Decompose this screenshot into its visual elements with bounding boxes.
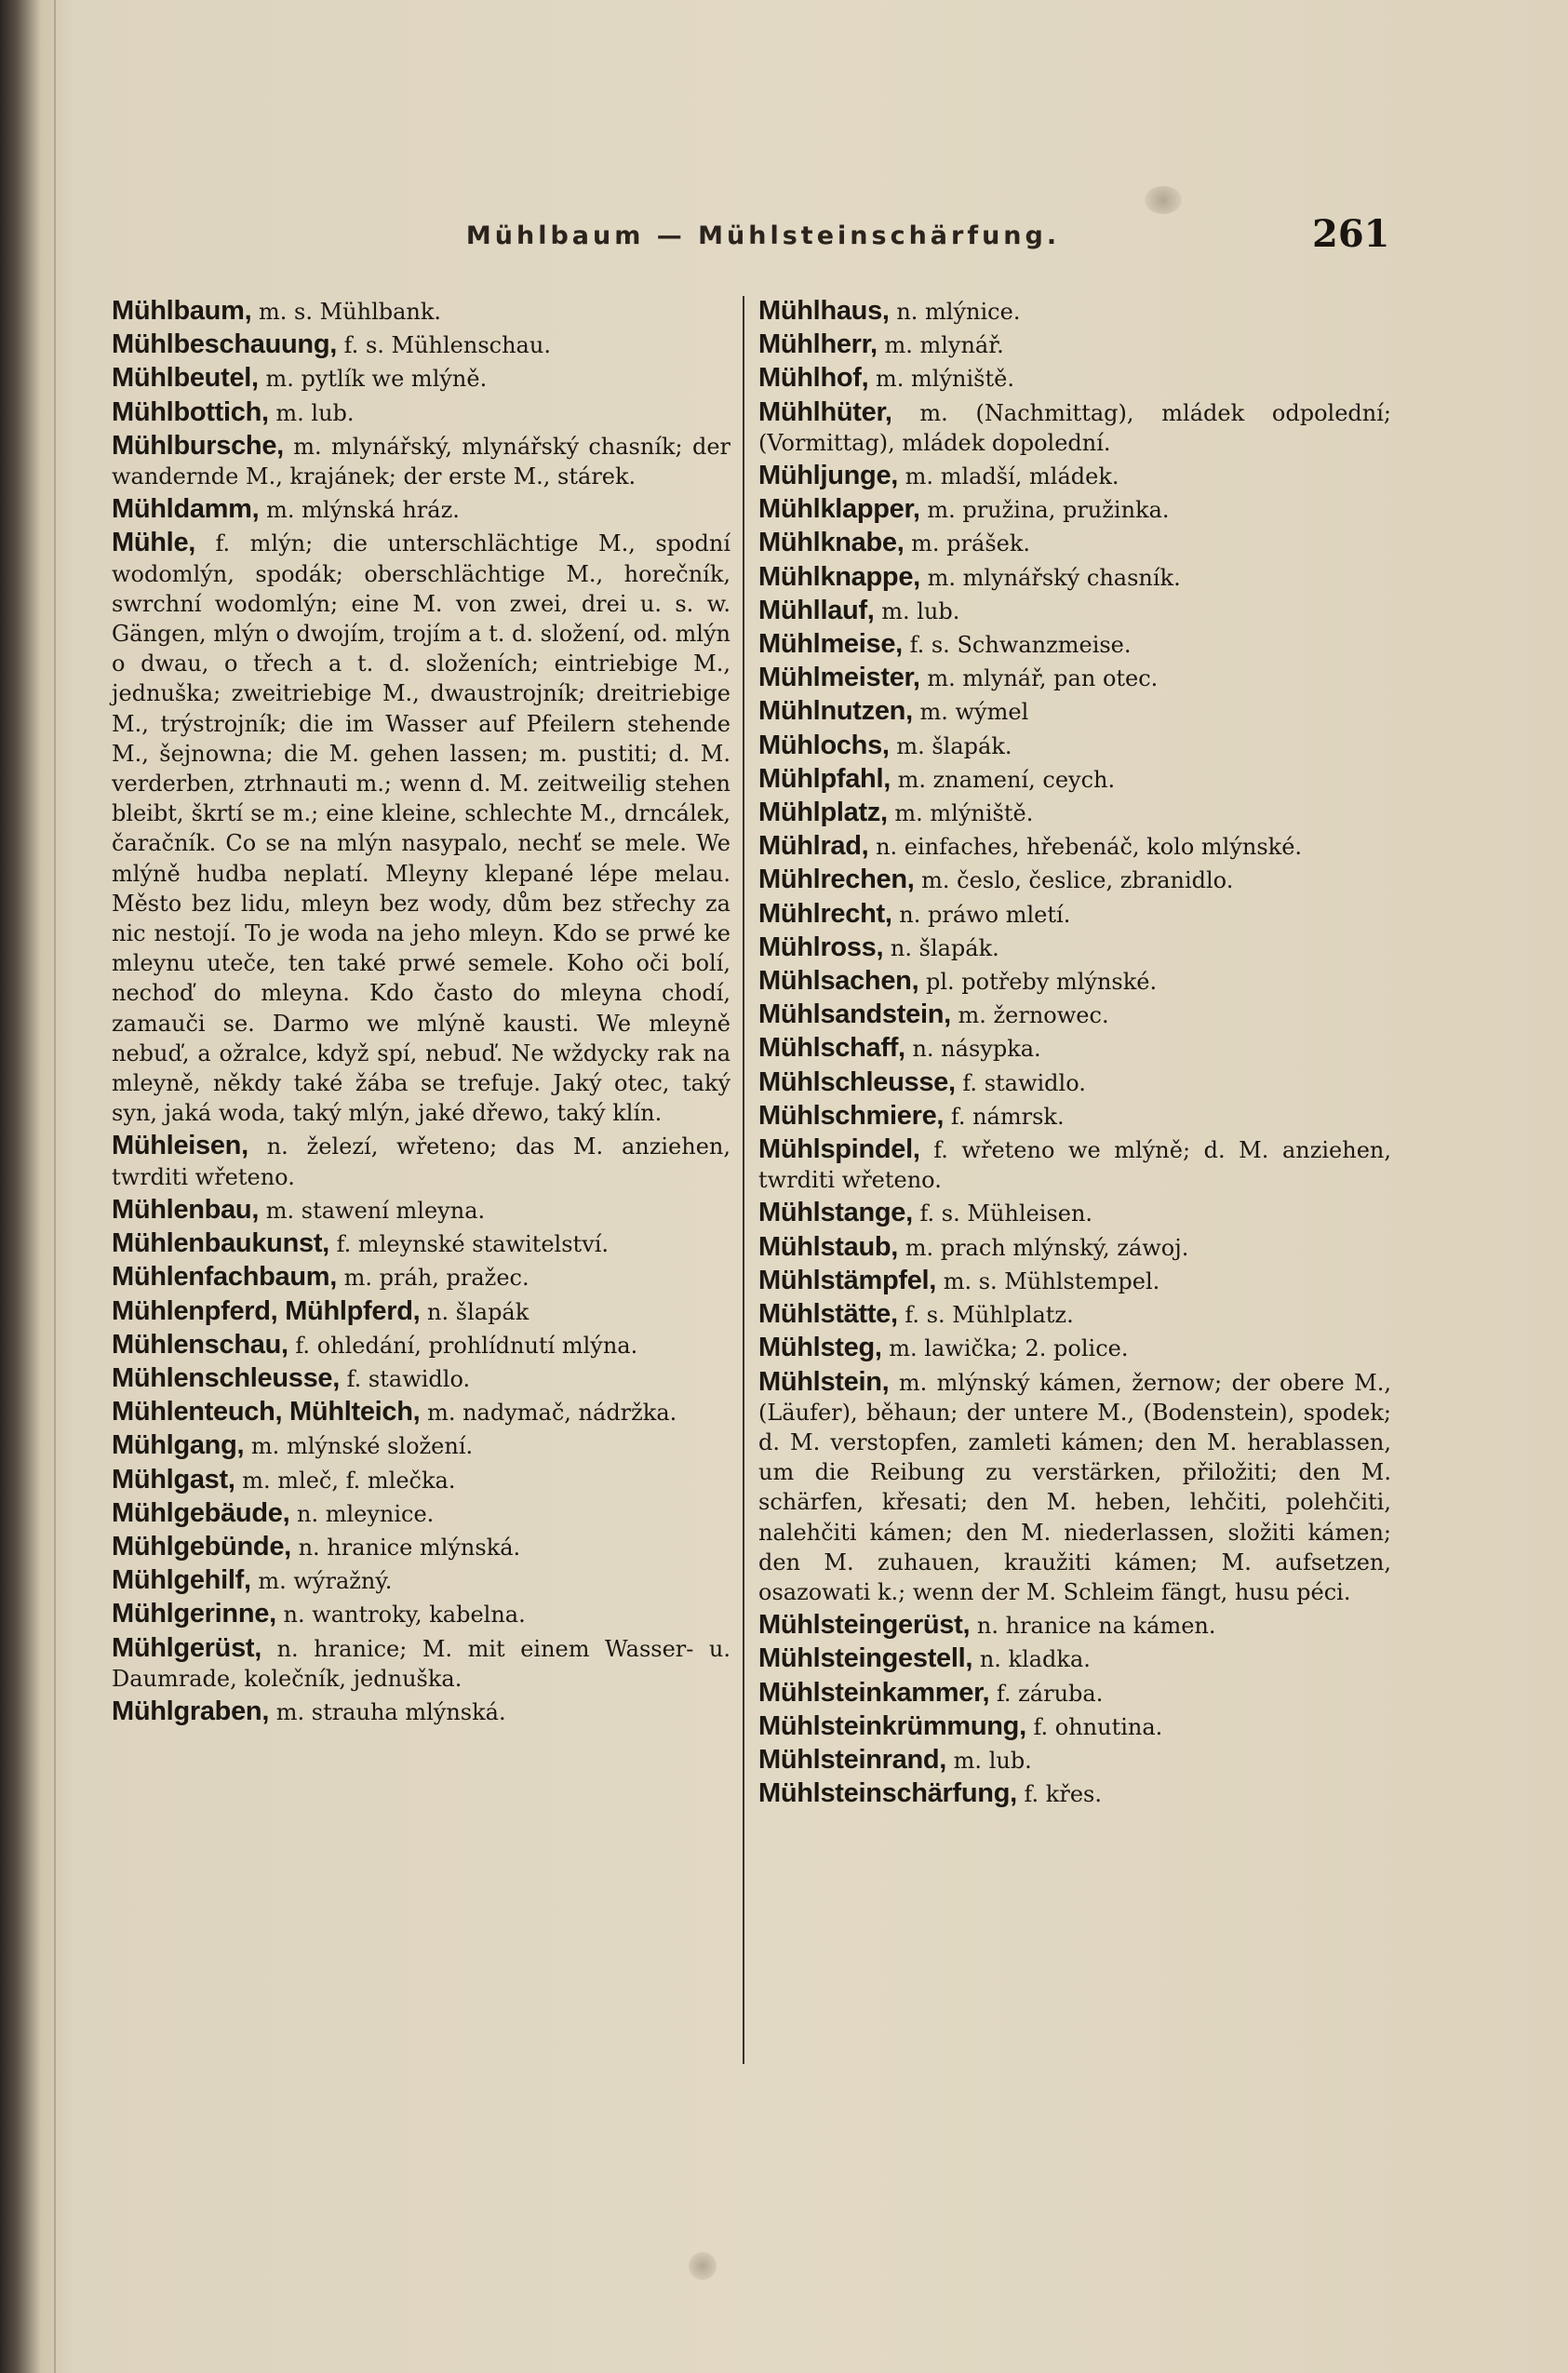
entry-headword: Mühlgang, — [112, 1430, 245, 1461]
dictionary-entry — [758, 363, 1391, 394]
dictionary-entry — [758, 1367, 1391, 1608]
dictionary-entry — [758, 731, 1391, 761]
entry-definition: n. mleynice. — [296, 1500, 435, 1527]
dictionary-entry — [112, 1498, 730, 1529]
entry-headword: Mühljunge, — [758, 461, 899, 491]
entry-definition: n. šlapák. — [890, 934, 999, 961]
dictionary-entry — [112, 397, 730, 428]
entry-headword: Mühlspindel, — [758, 1134, 920, 1165]
entry-headword: Mühlhof, — [758, 363, 869, 394]
entry-headword: Mühlenbaukunst, — [112, 1228, 329, 1259]
entry-headword: Mühlgerinne, — [112, 1599, 276, 1629]
dictionary-entry — [758, 1643, 1391, 1674]
dictionary-entry — [758, 1711, 1391, 1742]
dictionary-entry — [758, 1033, 1391, 1064]
entry-headword: Mühlsteinkrümmung, — [758, 1710, 1026, 1741]
entry-definition: m. wýmel — [919, 699, 1029, 726]
right-column — [758, 296, 1391, 1812]
entry-definition: m. s. Mühlstempel. — [943, 1267, 1160, 1294]
page-number: 261 — [1312, 212, 1390, 256]
running-head: Mühlbaum — Mühlsteinschärfung. — [465, 221, 1061, 250]
dictionary-entry — [758, 798, 1391, 828]
entry-definition: m. mlynářský, mlynářský chasník; der wandernde M., krajánek; der erste M., stárek. — [112, 433, 730, 490]
entry-definition: m. mlýnská hráz. — [266, 497, 460, 524]
dictionary-entry — [758, 1299, 1391, 1330]
entry-definition: m. mlynář, pan otec. — [927, 665, 1159, 692]
paper-stain — [689, 2252, 717, 2280]
dictionary-entry — [758, 296, 1391, 327]
entry-headword: Mühlgast, — [112, 1464, 235, 1495]
entry-definition: n. práwo mletí. — [899, 901, 1071, 928]
dictionary-entry — [758, 1610, 1391, 1641]
dictionary-entry — [112, 1565, 730, 1596]
dictionary-entry — [758, 1745, 1391, 1776]
entry-headword: Mühlstange, — [758, 1198, 913, 1228]
entry-definition: f. stawidlo. — [346, 1365, 471, 1392]
entry-headword: Mühlstaub, — [758, 1231, 899, 1262]
entry-definition: n. hranice mlýnská. — [298, 1534, 521, 1561]
entry-definition: m. mladší, mládek. — [905, 463, 1119, 490]
dictionary-entry — [758, 1067, 1391, 1098]
dictionary-entry — [758, 663, 1391, 693]
dictionary-entry — [758, 865, 1391, 895]
dictionary-entry — [112, 1397, 730, 1428]
dictionary-entry — [758, 629, 1391, 660]
dictionary-entry — [758, 696, 1391, 727]
entry-headword: Mühlgebünde, — [112, 1531, 291, 1562]
dictionary-entry — [112, 296, 730, 327]
entry-definition: m. pytlík we mlýně. — [265, 366, 488, 393]
dictionary-entry — [758, 528, 1391, 558]
entry-headword: Mühlsteinrand, — [758, 1744, 947, 1775]
dictionary-entry — [758, 831, 1391, 862]
entry-definition: f. s. Mühleisen. — [919, 1200, 1093, 1227]
entry-definition: n. železí, wřeteno; das M. anziehen, twrditi wřeteno. — [112, 1133, 730, 1190]
entry-definition: m. wýražný. — [258, 1568, 393, 1595]
entry-headword: Mühlbaum, — [112, 296, 252, 326]
entry-headword: Mühlgehilf, — [112, 1565, 251, 1596]
entry-headword: Mühlbeschauung, — [112, 329, 338, 360]
entry-definition: m. znamení, ceych. — [897, 766, 1116, 793]
entry-definition: n. einfaches, hřebenáč, kolo mlýnské. — [876, 834, 1303, 861]
dictionary-entry — [112, 1532, 730, 1562]
entry-headword: Mühlmeister, — [758, 663, 920, 693]
entry-headword: Mühlenbau, — [112, 1194, 260, 1225]
dictionary-entry — [758, 932, 1391, 963]
entry-definition: m. stawení mleyna. — [265, 1197, 486, 1224]
dictionary-entry — [112, 1330, 730, 1361]
column-divider — [743, 296, 744, 2064]
entry-definition: m. mlynář. — [884, 332, 1004, 359]
dictionary-entry — [758, 562, 1391, 593]
entry-definition: n. kladka. — [979, 1646, 1091, 1673]
entry-headword: Mühle, — [112, 528, 196, 558]
entry-headword: Mühlstätte, — [758, 1299, 898, 1330]
entry-headword: Mühlgebäude, — [112, 1497, 290, 1528]
dictionary-entry — [112, 1195, 730, 1226]
entry-headword: Mühleisen, — [112, 1131, 248, 1161]
entry-headword: Mühldamm, — [112, 494, 260, 525]
entry-headword: Mühlsteinschärfung, — [758, 1778, 1017, 1809]
entry-headword: Mühlenschau, — [112, 1329, 288, 1360]
entry-definition: m. lub. — [275, 399, 355, 426]
entry-definition: m. mlýniště. — [894, 800, 1034, 827]
dictionary-entry — [758, 1232, 1391, 1263]
entry-definition: m. (Nachmittag), mládek odpolední; (Vormittag), mládek dopolední. — [758, 399, 1391, 456]
entry-definition: f. mlýn; die unterschlächtige M., spodní wodomlýn, spodák; oberschlächtige M., horečník, swrchní wodomlýn; eine M. von zwei, drei u. s. w. Gängen, mlýn o dwojím, trojím a t. d. složení, od. mlýn o dwau, o třech a t. d. složeních; eintriebige M., jednuška; zweitriebige M., dwaustrojník; dreitriebige M., trýstrojník; die im Wasser auf Pfeilern stehende M., šejnowna; die M. gehen lassen; m. pustiti; d. M. verderben, ztrhnauti m.; wenn d. M. zeitweilig stehen bleibt, škrtí se m.; eine kleine, schlechte M., drncálek, čaračník. Co se na mlýn nasypalo, nechť se mele. We mlýně hudba neplatí. Mleyny klepané lépe melau. Město bez lidu, mleyn bez wody, dům bez střechy za nic nestojí. To je woda na jeho mleyn. Kdo se prwé ke mleynu uteče, ten také prwé semele. Koho oči bolí, nechoď do mleyna. Kdo často do mleyna chodí, zamauči se. Darmo we mlýně kausti. We mleyně nebuď, a ožralce, když spí, nebuď. Ne wždycky rak na mleyně, někdy také žába se trefuje. Jaký otec, taký syn, jaká woda, taký mlýn, jaké dřewo, taký klín. — [112, 530, 730, 1127]
dictionary-entry — [758, 596, 1391, 626]
entry-definition: m. lub. — [881, 597, 960, 624]
dictionary-entry — [758, 1266, 1391, 1296]
dictionary-entry — [758, 966, 1391, 997]
entry-definition: m. práh, pražec. — [343, 1265, 529, 1292]
entry-definition: m. lub. — [953, 1747, 1032, 1774]
entry-headword: Mühlherr, — [758, 329, 878, 360]
entry-headword: Mühlgraben, — [112, 1696, 270, 1726]
entry-headword: Mühlrad, — [758, 831, 869, 862]
entry-headword: Mühlnutzen, — [758, 696, 913, 727]
entry-definition: n. násypka. — [912, 1036, 1041, 1063]
dictionary-entry — [758, 999, 1391, 1030]
entry-definition: m. strauha mlýnská. — [275, 1698, 506, 1725]
entry-headword: Mühlrecht, — [758, 898, 892, 929]
entry-definition: n. mlýnice. — [896, 299, 1021, 325]
entry-definition: m. mlýnské složení. — [250, 1433, 474, 1460]
entry-definition: m. šlapák. — [896, 732, 1012, 759]
entry-definition: f. námrsk. — [950, 1103, 1065, 1130]
entry-definition: m. mleč, f. mlečka. — [242, 1467, 456, 1494]
dictionary-entry — [112, 1296, 730, 1327]
entry-definition: n. hranice na kámen. — [976, 1613, 1216, 1640]
dictionary-entry — [112, 1599, 730, 1629]
entry-headword: Mühlenpferd, Mühlpferd, — [112, 1295, 421, 1326]
dictionary-entry — [112, 1696, 730, 1727]
entry-headword: Mühlsteinkammer, — [758, 1677, 990, 1708]
entry-headword: Mühlenteuch, Mühlteich, — [112, 1397, 421, 1428]
entry-definition: f. záruba. — [996, 1680, 1104, 1707]
dictionary-entry — [112, 1131, 730, 1191]
entry-headword: Mühlsteingestell, — [758, 1643, 973, 1674]
entry-definition: m. mlynářský chasník. — [927, 564, 1181, 591]
entry-definition: m. pružina, pružinka. — [927, 497, 1170, 524]
dictionary-entry — [758, 1778, 1391, 1809]
entry-headword: Mühlplatz, — [758, 798, 888, 828]
entry-headword: Mühlschmiere, — [758, 1100, 945, 1131]
entry-headword: Mühlenschleusse, — [112, 1362, 340, 1393]
page-gutter-edge — [54, 0, 56, 2373]
dictionary-entry — [758, 461, 1391, 491]
entry-definition: f. s. Mühlplatz. — [905, 1302, 1074, 1329]
dictionary-entry — [112, 1633, 730, 1694]
entry-headword: Mühlklapper, — [758, 494, 920, 525]
dictionary-entry — [758, 899, 1391, 930]
entry-definition: m. prach mlýnský, záwoj. — [905, 1234, 1189, 1261]
dictionary-entry — [112, 1363, 730, 1394]
entry-headword: Mühlstein, — [758, 1366, 890, 1397]
left-column — [112, 296, 730, 1730]
entry-headword: Mühlsteg, — [758, 1333, 882, 1363]
dictionary-entry — [758, 1333, 1391, 1363]
dictionary-entry — [112, 431, 730, 491]
entry-headword: Mühlbeutel, — [112, 363, 259, 394]
dictionary-entry — [758, 397, 1391, 458]
entry-headword: Mühllauf, — [758, 595, 875, 625]
dictionary-entry — [112, 1465, 730, 1495]
entry-headword: Mühlschaff, — [758, 1033, 905, 1064]
entry-headword: Mühlhüter, — [758, 396, 892, 427]
entry-headword: Mühlsandstein, — [758, 999, 951, 1030]
entry-headword: Mühlmeise, — [758, 629, 903, 660]
dictionary-entry — [112, 329, 730, 360]
entry-headword: Mühlknappe, — [758, 561, 920, 592]
entry-definition: m. žernowec. — [958, 1002, 1109, 1029]
entry-definition: f. s. Mühlenschau. — [343, 332, 551, 359]
paper-stain — [1145, 186, 1182, 214]
dictionary-entry — [758, 329, 1391, 360]
entry-headword: Mühlschleusse, — [758, 1066, 956, 1097]
dictionary-entry — [112, 1228, 730, 1259]
dictionary-entry — [758, 494, 1391, 525]
entry-definition: f. křes. — [1024, 1781, 1102, 1808]
dictionary-entry — [112, 1262, 730, 1293]
entry-definition: f. stawidlo. — [962, 1069, 1086, 1096]
entry-headword: Mühlrechen, — [758, 865, 915, 895]
entry-headword: Mühlstämpfel, — [758, 1265, 937, 1295]
entry-headword: Mühlsteingerüst, — [758, 1610, 971, 1641]
entry-definition: m. lawička; 2. police. — [889, 1335, 1129, 1362]
entry-headword: Mühlgerüst, — [112, 1632, 262, 1663]
entry-headword: Mühlsachen, — [758, 966, 919, 997]
dictionary-entry — [112, 528, 730, 1128]
entry-headword: Mühlbottich, — [112, 396, 269, 427]
entry-definition: n. hranice; M. mit einem Wasser- u. Daumrade, kolečník, jednuška. — [112, 1635, 730, 1692]
entry-headword: Mühlknabe, — [758, 528, 905, 558]
entry-headword: Mühlbursche, — [112, 430, 284, 461]
entry-headword: Mühlpfahl, — [758, 763, 891, 794]
dictionary-entry — [112, 363, 730, 394]
dictionary-entry — [112, 1430, 730, 1461]
dictionary-entry — [112, 494, 730, 525]
entry-definition: n. wantroky, kabelna. — [283, 1602, 526, 1629]
dictionary-entry — [758, 1134, 1391, 1195]
entry-definition: f. s. Schwanzmeise. — [909, 632, 1132, 659]
entry-headword: Mühlenfachbaum, — [112, 1262, 338, 1293]
dictionary-entry — [758, 1198, 1391, 1228]
entry-definition: m. nadymač, nádržka. — [427, 1400, 677, 1427]
entry-headword: Mühlochs, — [758, 730, 890, 760]
entry-headword: Mühlross, — [758, 932, 884, 962]
entry-definition: m. s. Mühlbank. — [258, 299, 442, 325]
dictionary-entry — [758, 1101, 1391, 1132]
entry-definition: f. ohnutina. — [1033, 1713, 1163, 1740]
entry-definition: f. wřeteno we mlýně; d. M. anziehen, twrditi wřeteno. — [758, 1137, 1391, 1194]
entry-definition: m. prášek. — [911, 530, 1031, 557]
dictionary-entry — [758, 764, 1391, 795]
entry-headword: Mühlhaus, — [758, 296, 890, 326]
entry-definition: f. ohledání, prohlídnutí mlýna. — [295, 1332, 638, 1359]
entry-definition: n. šlapák — [427, 1298, 529, 1325]
dictionary-entry — [758, 1678, 1391, 1709]
entry-definition: m. mlýniště. — [876, 366, 1014, 393]
entry-definition: f. mleynské stawitelství. — [336, 1231, 610, 1258]
entry-definition: pl. potřeby mlýnské. — [925, 969, 1158, 996]
entry-definition: m. česlo, česlice, zbranidlo. — [921, 867, 1234, 894]
entry-definition: m. mlýnský kámen, žernow; der obere M., (Läufer), běhaun; der untere M., (Bodenstein), spodek; d. M. verstopfen, zamleti kámen; den M. herablassen, um die Reibung zu verstärken, přiložiti; den M. schärfen, křesati; den M. heben, lehčiti, polehčiti, nalehčiti kámen; den M. niederlassen, složiti kámen; den M. zuhauen, kraužiti kámen; M. aufsetzen, osazowati k.; wenn der M. Schleim fängt, husu péci. — [758, 1369, 1391, 1605]
